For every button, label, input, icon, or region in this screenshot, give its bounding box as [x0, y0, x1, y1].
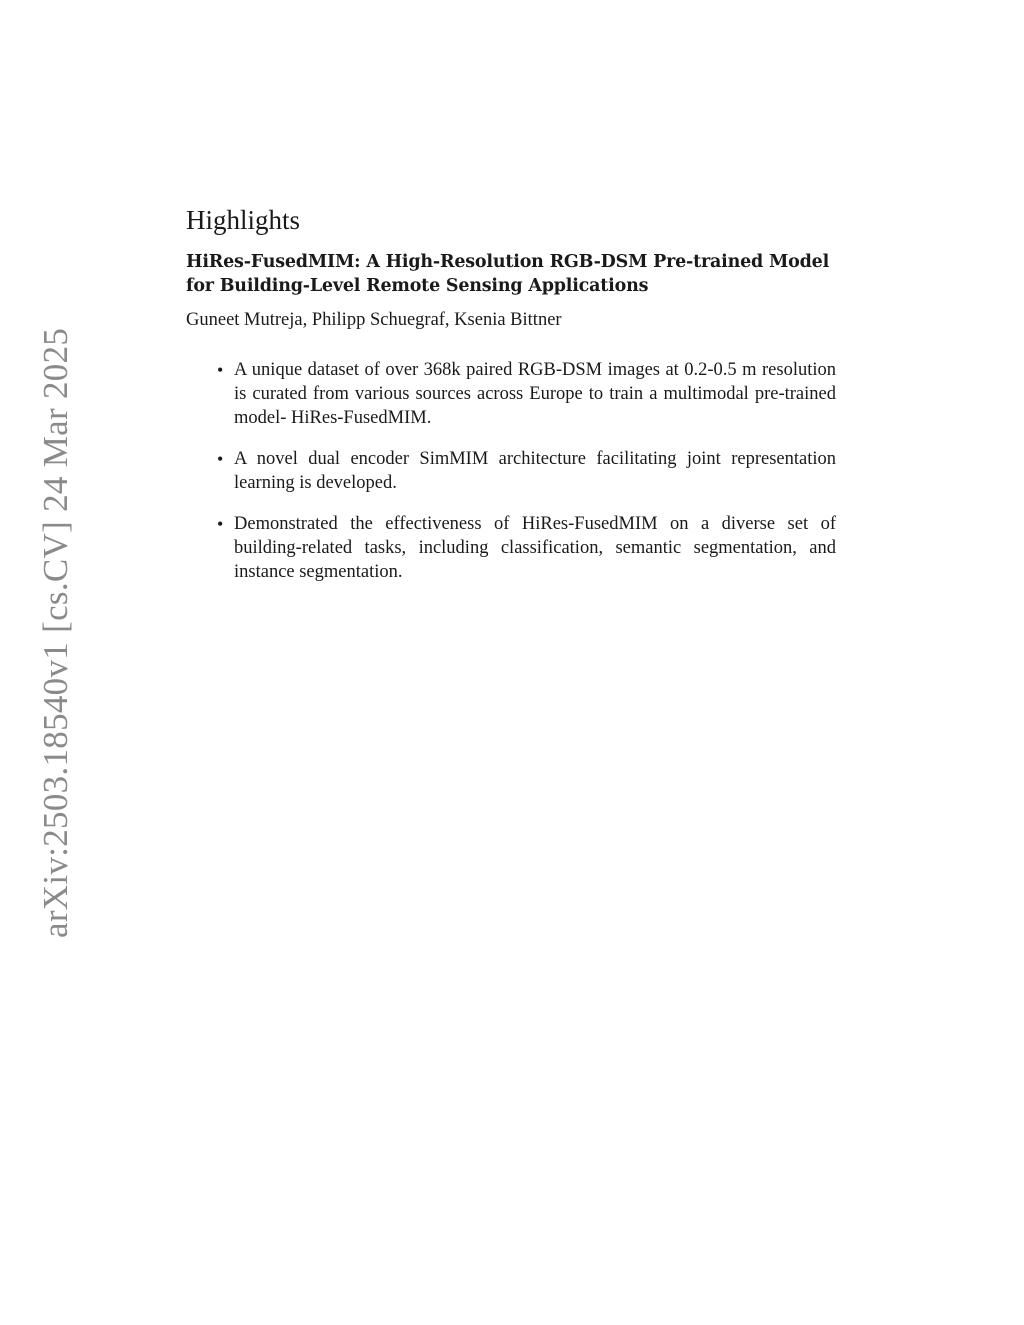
bullet-icon: • — [217, 514, 224, 535]
highlight-text: A novel dual encoder SimMIM architecture facilitating joint representation learning is developed. — [234, 449, 836, 494]
list-item — [217, 358, 854, 430]
section-heading: Highlights — [186, 205, 301, 235]
list-item — [217, 447, 854, 495]
highlights-list — [186, 358, 854, 584]
paper-title: HiRes-FusedMIM: A High-Resolution RGB-DSM Pre-trained Model for Building-Level Remote Sensing Applications — [186, 252, 830, 297]
highlight-text: Demonstrated the effectiveness of HiRes-FusedMIM on a diverse set of building-related tasks, including classification, semantic segmentation, and instance segmentation. — [234, 514, 836, 583]
highlight-text: A unique dataset of over 368k paired RGB-DSM images at 0.2-0.5 m resolution is curated from various sources across Europe to train a multimodal pre-trained model- HiRes-FusedMIM. — [234, 360, 836, 429]
bullet-icon: • — [217, 449, 224, 470]
arxiv-side-stamp: arXiv:2503.18540v1 [cs.CV] 24 Mar 2025 — [36, 327, 75, 938]
highlights-section — [186, 204, 854, 601]
list-item — [217, 512, 854, 584]
bullet-icon: • — [217, 360, 224, 381]
author-list: Guneet Mutreja, Philipp Schuegraf, Ksenia Bittner — [186, 310, 562, 331]
